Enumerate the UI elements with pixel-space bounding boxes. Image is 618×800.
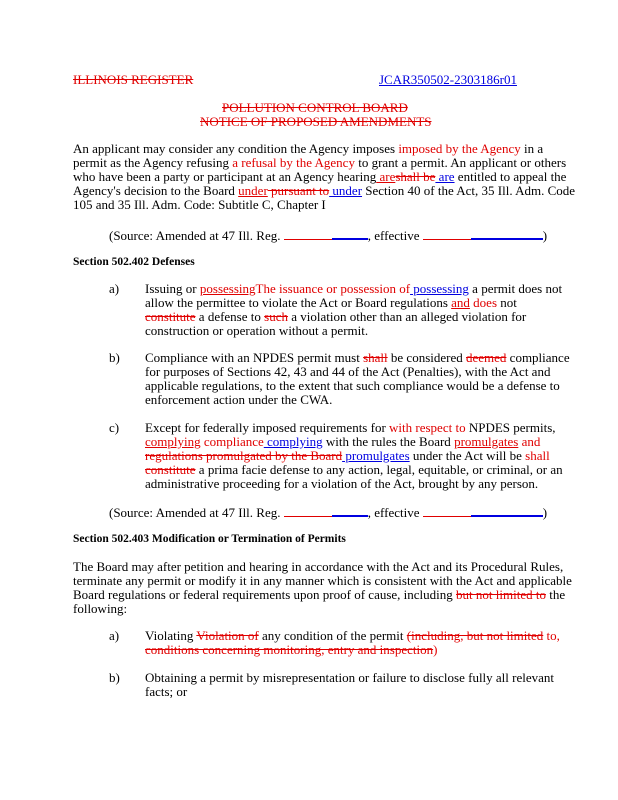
text-run: a violation other than an alleged violation for	[287, 309, 527, 324]
deleted-text: regulations promulgated by the Board	[145, 448, 343, 463]
inserted-text: shall	[525, 448, 550, 463]
text-run: 105 and 35 Ill. Adm. Code: Subtitle C, Chapter I	[73, 197, 326, 212]
blank	[423, 506, 471, 517]
item-line	[145, 671, 554, 685]
source-mid: , effective	[367, 228, 423, 243]
deleted-text: POLLUTION CONTROL BOARD	[222, 100, 408, 115]
inserted-text: compliance	[200, 434, 264, 449]
inserted-text: complying	[145, 434, 201, 449]
text-run: An applicant may	[73, 141, 169, 156]
text-run: enforcement action under the CWA.	[145, 392, 333, 407]
text-run: not	[497, 295, 517, 310]
intro-line	[73, 170, 566, 184]
intro-line	[73, 198, 326, 212]
item-line	[145, 685, 187, 699]
item-label: a)	[109, 628, 120, 643]
text-run: compliance	[506, 350, 570, 365]
item-line	[145, 310, 526, 324]
text-run: Compliance with an NPDES permit must	[145, 350, 364, 365]
text-run: applicable regulations, to the extent that such compliance would be a defense to	[145, 378, 560, 393]
intro-line	[73, 156, 566, 170]
source-note	[109, 228, 547, 243]
text-run: allow the permittee to violate the Act or Board regulations	[145, 295, 452, 310]
source-mid: , effective	[367, 505, 423, 520]
source-suffix: )	[542, 505, 548, 520]
inserted-text: The issuance or possession of	[255, 281, 411, 296]
text-run: Issuing or	[145, 281, 200, 296]
item-line	[145, 365, 550, 379]
inserted-text: does	[469, 295, 498, 310]
inserted-text: with respect to	[385, 420, 466, 435]
jcar-code	[379, 73, 517, 87]
notice-title	[200, 115, 432, 129]
item-label: c)	[109, 420, 120, 435]
deleted-text: deemed	[466, 350, 507, 365]
inserted-text: possessing	[199, 281, 256, 296]
item-line	[145, 351, 570, 365]
text-run: in a	[520, 141, 544, 156]
inserted-text: )	[433, 642, 438, 657]
moved-text: JCAR350502-2303186	[379, 72, 500, 87]
blank	[471, 228, 543, 240]
text-run: Board regulations or federal requirements upon proof of cause, including	[73, 587, 457, 602]
text-run: any condition of the permit	[258, 628, 407, 643]
deleted-text: shall be	[395, 169, 436, 184]
section-heading: Section 502.403 Modification or Termination of Permits	[73, 533, 346, 545]
text-run: Agency's decision to the Board	[73, 183, 239, 198]
text-run: be considered	[387, 350, 466, 365]
item-line	[145, 282, 562, 296]
deleted-text: Violation of	[196, 628, 259, 643]
deleted-text: NOTICE OF PROPOSED AMENDMENTS	[200, 114, 432, 129]
text-run: hearing	[337, 169, 377, 184]
source-prefix: (Source: Amended at 47 Ill. Reg.	[109, 505, 284, 520]
blank	[284, 506, 332, 517]
item-line	[145, 629, 560, 643]
agency-title	[222, 101, 408, 115]
deleted-text: ILLINOIS REGISTER	[73, 72, 194, 87]
blank	[423, 229, 471, 240]
text-run: for purposes of Sections 42, 43 and 44 of the Act (Penalties), with the Act and	[145, 364, 551, 379]
moved-text: are	[435, 169, 455, 184]
item-line	[145, 463, 563, 477]
inserted-text: under	[238, 183, 268, 198]
register-header	[73, 73, 193, 87]
text-run: Obtaining a permit by misrepresentation or failure to disclose fully all relevant	[145, 670, 555, 685]
section-intro-line	[73, 602, 127, 616]
moved-text: r01	[499, 72, 517, 87]
inserted-text: and	[451, 295, 470, 310]
blank	[284, 229, 332, 240]
text-run: Except for federally imposed requirements for	[145, 420, 386, 435]
section-intro-line	[73, 574, 572, 588]
section-intro-line	[73, 588, 565, 602]
text-run: a defense to	[195, 309, 265, 324]
text-run: terminate any permit or modify it in any manner which is consistent with the Act and applicable	[73, 573, 572, 588]
section-intro-line	[73, 560, 563, 574]
deleted-text: but not limited to	[456, 587, 546, 602]
deleted-text: pursuant to	[267, 183, 330, 198]
moved-text: complying	[263, 434, 323, 449]
item-line	[145, 324, 368, 338]
item-line	[145, 393, 332, 407]
inserted-text: to,	[543, 628, 560, 643]
moved-text: promulgates	[342, 448, 410, 463]
text-run: Section 40 of the Act, 35 Ill. Adm. Code	[362, 183, 576, 198]
item-line	[145, 449, 550, 463]
item-line	[145, 643, 437, 657]
moved-text: possessing	[410, 281, 469, 296]
text-run: following:	[73, 601, 128, 616]
deleted-text: shall	[363, 350, 388, 365]
text-run: who have been a party or participant at an Agency	[73, 169, 338, 184]
source-note	[109, 505, 547, 520]
text-run: to grant a permit. An applicant or others	[354, 155, 567, 170]
blank	[332, 505, 368, 517]
moved-text: under	[329, 183, 363, 198]
deleted-text: such	[264, 309, 288, 324]
text-run: imposes	[352, 141, 396, 156]
source-prefix: (Source: Amended at 47 Ill. Reg.	[109, 228, 284, 243]
deleted-text: constitute	[145, 309, 196, 324]
inserted-text: promulgates	[454, 434, 519, 449]
inserted-text: a refusal by the Agency	[228, 155, 355, 170]
text-run: a permit does not	[468, 281, 563, 296]
deleted-text: (including, but not limited	[406, 628, 544, 643]
text-run: NPDES permits,	[465, 420, 556, 435]
text-run: facts; or	[145, 684, 188, 699]
intro-line	[73, 142, 543, 156]
item-line	[145, 435, 540, 449]
inserted-text: and	[518, 434, 541, 449]
text-run: a prima facie defense to any action, legal, equitable, or criminal, or an	[195, 462, 563, 477]
item-label: b)	[109, 350, 120, 365]
text-run: consider any condition the Agency	[168, 141, 353, 156]
intro-line	[73, 184, 575, 198]
inserted-text: are	[376, 169, 396, 184]
item-label: b)	[109, 670, 120, 685]
text-run: administrative proceeding for a violation of the Act, brought by any person.	[145, 476, 539, 491]
inserted-text: imposed by the Agency	[395, 141, 521, 156]
text-run: construction or operation without a permit.	[145, 323, 369, 338]
section-heading: Section 502.402 Defenses	[73, 256, 195, 268]
item-line	[145, 477, 538, 491]
item-label: a)	[109, 281, 120, 296]
text-run: permit as the Agency	[73, 155, 187, 170]
blank	[471, 505, 543, 517]
text-run: entitled to appeal the	[454, 169, 567, 184]
item-line	[145, 296, 517, 310]
text-run: under the Act will be	[409, 448, 526, 463]
text-run: Violating	[145, 628, 197, 643]
text-run: The Board may after petition and hearing in accordance with the Act and its Procedural Rules,	[73, 559, 564, 574]
source-suffix: )	[542, 228, 548, 243]
blank	[332, 228, 368, 240]
item-line	[145, 379, 560, 393]
item-line	[145, 421, 556, 435]
text-run: refusing	[186, 155, 229, 170]
text-run: the	[545, 587, 566, 602]
deleted-text: conditions concerning monitoring, entry and inspection	[145, 642, 434, 657]
deleted-text: constitute	[145, 462, 196, 477]
text-run: with the rules the Board	[322, 434, 455, 449]
